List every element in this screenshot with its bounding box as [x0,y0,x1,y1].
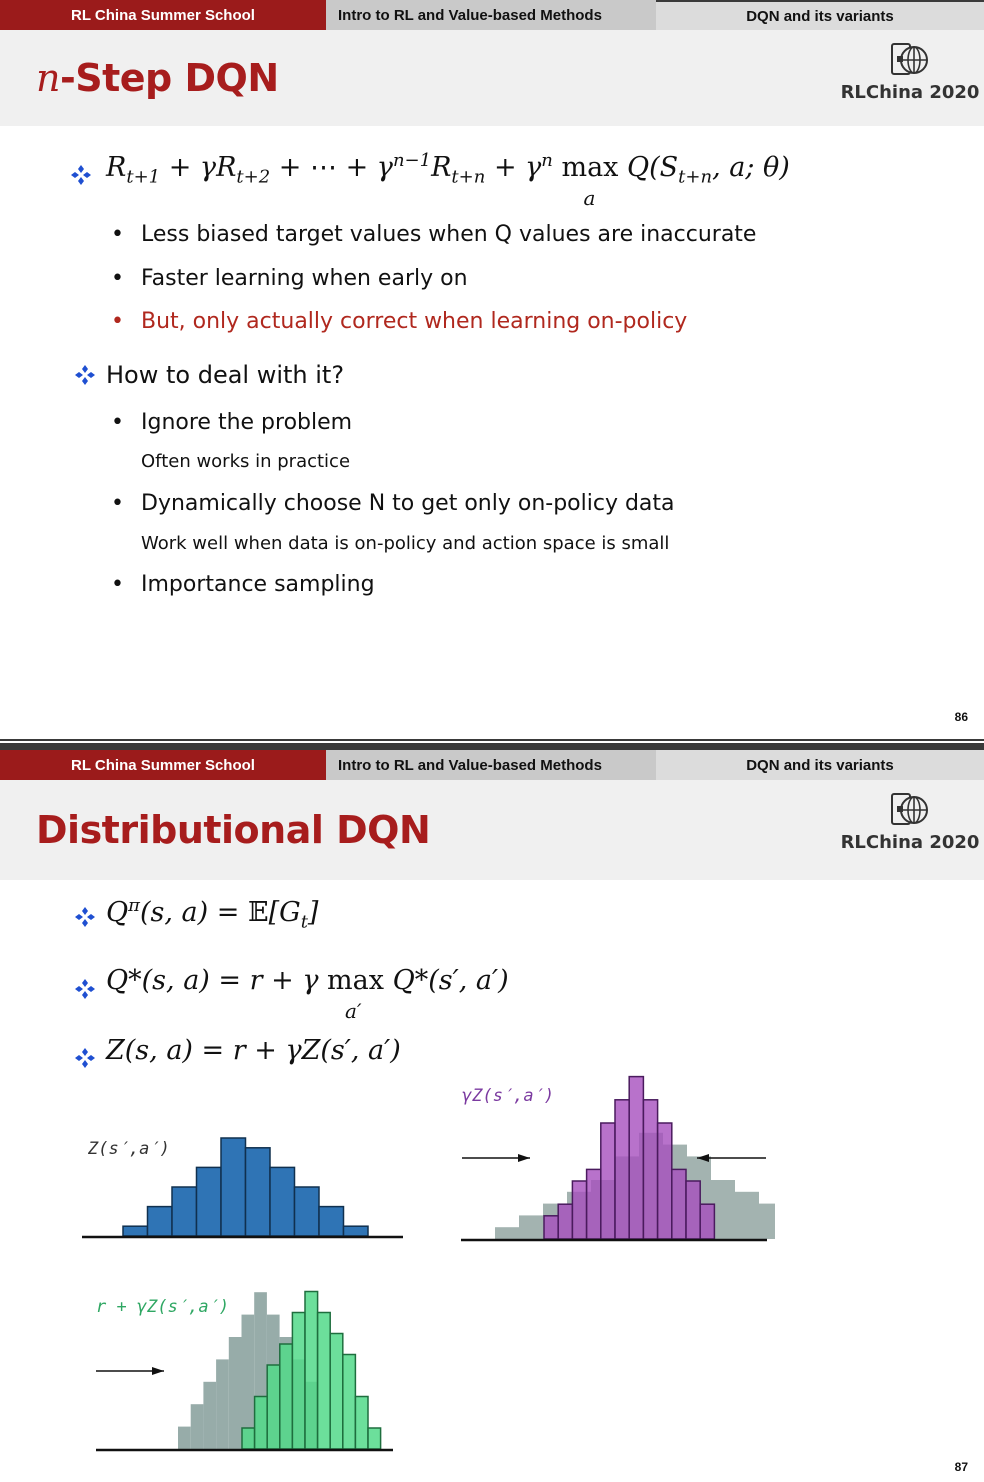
diamond-bullet-icon [74,906,96,928]
slide-header [0,30,984,126]
diamond-bullet-icon [74,364,96,386]
bullet-importance-sampling: • Importance sampling [111,572,375,597]
bar-gamma-z-1 [558,1204,572,1239]
bullet-on-policy-warning: • But, only actually correct when learning on-policy [111,309,688,334]
diamond-bullet-icon [74,978,96,1000]
bar-gamma-z-11 [700,1204,714,1239]
page-number: 87 [954,1460,968,1474]
bar-gamma-z-bg-10 [735,1192,759,1239]
bullet-text: Less biased target values when Q values are inaccurate [141,222,757,247]
plot-label-gamma-z: γZ(s′,a′) [462,1086,555,1106]
arrow-right-head [518,1154,530,1162]
bar-r-gamma-z-10 [368,1428,381,1449]
histogram-z [80,1136,410,1246]
nav-topic: DQN and its variants [656,750,984,780]
bar-r-gamma-z-8 [343,1355,356,1450]
bullet-text: Importance sampling [141,572,375,597]
slide-distributional-dqn [0,741,984,1482]
bullet-text: Faster learning when early on [141,266,468,291]
question-text: How to deal with it? [106,361,345,389]
slide-header [0,780,984,880]
logo-text: RLChina 2020 [840,82,980,103]
bar-gamma-z-bg-0 [495,1227,519,1239]
bullet-less-biased: • Less biased target values when Q values are inaccurate [111,222,757,247]
top-nav-bar [0,750,984,780]
bar-z-1 [148,1207,173,1236]
bar-z-9 [344,1226,369,1236]
globe-phone-icon [886,40,934,80]
bar-r-gamma-z-6 [318,1313,331,1450]
bar-r-gamma-z-bg-3 [216,1359,229,1449]
bar-gamma-z-8 [658,1123,672,1239]
bar-z-3 [197,1167,222,1236]
histogram-gamma-z [455,1071,775,1246]
bar-r-gamma-z-bg-2 [203,1382,216,1449]
bar-r-gamma-z-bg-0 [178,1427,191,1449]
bar-gamma-z-7 [643,1100,657,1239]
n-step-formula: $R_{t+1} + \gamma R_{t+2}$ + ⋯ + $\gamma^{n-1}R_{t+n} + \gamma^n$ max a $Q(S_{t+n}$, a; θ) [106,150,790,210]
bar-gamma-z-6 [629,1077,643,1239]
bar-z-8 [319,1207,344,1236]
bullet-text: Ignore the problem [141,410,353,435]
bar-gamma-z-2 [572,1181,586,1239]
bar-z-6 [270,1167,295,1236]
bar-r-gamma-z-7 [330,1334,343,1450]
bar-r-gamma-z-3 [280,1344,293,1449]
nav-school: RL China Summer School [0,0,326,30]
globe-phone-icon [886,790,934,830]
bar-gamma-z-9 [672,1169,686,1239]
logo-text: RLChina 2020 [840,832,980,853]
histogram-r-gamma-z [90,1281,400,1456]
slide-title [36,56,279,100]
bar-r-gamma-z-bg-1 [191,1404,204,1449]
note-ignore: Often works in practice [141,451,351,472]
bar-r-gamma-z-1 [255,1397,268,1450]
bar-r-gamma-z-0 [242,1428,255,1449]
bar-r-gamma-z-4 [292,1313,305,1450]
nav-section: Intro to RL and Value-based Methods [326,0,656,30]
slide-title: Distributional DQN [36,808,431,852]
bullet-ignore: • Ignore the problem [111,410,353,435]
bar-r-gamma-z-bg-4 [229,1337,242,1449]
bar-r-gamma-z-2 [267,1365,280,1449]
top-divider [0,743,984,750]
bullet-faster-learning: • Faster learning when early on [111,266,468,291]
eq-q-pi: $Q^\pi(s$, $a) = 𝔼[G_t]$ [106,895,319,933]
rlchina-logo [840,790,980,853]
note-dynamic-n: Work well when data is on-policy and action space is small [141,533,670,554]
eq-q-star: Q*(s, a) = r + γ max a′ Q*(s′, a′) [106,965,509,1023]
bar-gamma-z-bg-1 [519,1215,543,1239]
diamond-bullet-icon [70,164,92,186]
bar-gamma-z-0 [544,1216,558,1239]
bar-z-4 [221,1138,246,1236]
bullet-dynamic-n: • Dynamically choose N to get only on-policy data [111,491,675,516]
rlchina-logo [840,40,980,103]
bar-gamma-z-bg-11 [759,1204,775,1239]
bar-z-0 [123,1226,148,1236]
bullet-text: Dynamically choose N to get only on-policy data [141,491,675,516]
nav-school: RL China Summer School [0,750,326,780]
arrow-right-head [152,1367,164,1375]
top-nav-bar [0,0,984,30]
bullet-text: But, only actually correct when learning on-policy [141,309,688,334]
bar-z-5 [246,1148,271,1236]
bar-z-7 [295,1187,320,1236]
plot-label-z: Z(s′,a′) [88,1139,170,1159]
eq-z: Z(s, a) = r + γZ(s′, a′) [106,1035,401,1066]
title-rest: -Step DQN [59,56,279,100]
nav-topic: DQN and its variants [656,0,984,30]
plot-label-r-gamma-z: r + γZ(s′,a′) [96,1297,230,1317]
page-number: 86 [954,710,968,724]
bar-z-2 [172,1187,197,1236]
bar-r-gamma-z-5 [305,1292,318,1450]
diamond-bullet-icon [74,1047,96,1069]
bar-r-gamma-z-9 [355,1397,368,1450]
bar-gamma-z-3 [587,1169,601,1239]
bar-gamma-z-10 [686,1181,700,1239]
bar-gamma-z-5 [615,1100,629,1239]
bar-gamma-z-4 [601,1123,615,1239]
title-n: n [36,56,60,100]
nav-section: Intro to RL and Value-based Methods [326,750,656,780]
